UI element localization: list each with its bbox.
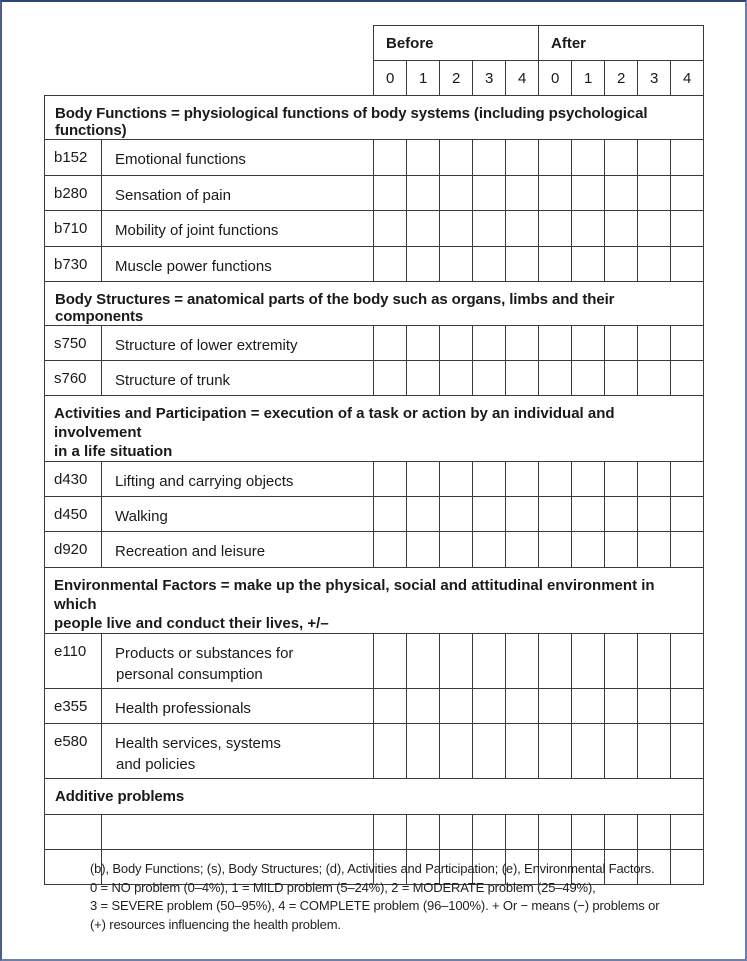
- score-cell[interactable]: [440, 361, 473, 396]
- score-cell[interactable]: [407, 724, 440, 779]
- score-cell[interactable]: [638, 724, 671, 779]
- score-cell[interactable]: [506, 211, 539, 247]
- table-row: [45, 724, 704, 779]
- score-cell[interactable]: [440, 176, 473, 211]
- score-cell[interactable]: [440, 326, 473, 361]
- score-cell[interactable]: [539, 532, 572, 568]
- score-cell[interactable]: [539, 176, 572, 211]
- score-header: 2: [605, 61, 638, 96]
- score-cell[interactable]: [473, 211, 506, 247]
- score-header: 0: [539, 61, 572, 96]
- score-cell[interactable]: [407, 497, 440, 532]
- score-header: 1: [407, 61, 440, 96]
- table-row: [45, 361, 704, 396]
- blank-corner: [45, 26, 374, 96]
- score-cell[interactable]: [671, 211, 704, 247]
- score-cell[interactable]: [374, 724, 407, 779]
- section-heading-row: [45, 282, 704, 326]
- score-cell[interactable]: [638, 326, 671, 361]
- score-header: 2: [440, 61, 473, 96]
- score-cell[interactable]: [506, 326, 539, 361]
- icf-label: Muscle power functions: [102, 247, 374, 282]
- score-cell[interactable]: [605, 724, 638, 779]
- score-cell[interactable]: [671, 176, 704, 211]
- icf-code-blank[interactable]: [45, 815, 102, 850]
- score-cell[interactable]: [407, 634, 440, 689]
- score-cell[interactable]: [572, 497, 605, 532]
- score-cell[interactable]: [440, 140, 473, 176]
- score-cell[interactable]: [506, 462, 539, 497]
- score-cell[interactable]: [374, 532, 407, 568]
- score-cell[interactable]: [572, 247, 605, 282]
- score-cell[interactable]: [506, 532, 539, 568]
- icf-code: b710: [45, 211, 102, 247]
- score-cell[interactable]: [473, 815, 506, 850]
- score-cell[interactable]: [506, 176, 539, 211]
- score-cell[interactable]: [572, 326, 605, 361]
- icf-label: Mobility of joint functions: [102, 211, 374, 247]
- icf-label-line: and policies: [116, 756, 196, 773]
- footnote-line: (+) resources influencing the health problem.: [90, 916, 341, 932]
- score-cell[interactable]: [671, 497, 704, 532]
- score-cell[interactable]: [407, 140, 440, 176]
- score-cell[interactable]: [374, 140, 407, 176]
- score-cell[interactable]: [473, 634, 506, 689]
- score-header: 1: [572, 61, 605, 96]
- score-cell[interactable]: [539, 497, 572, 532]
- icf-assessment-table: [44, 25, 704, 885]
- section-heading-environmental-factors: [45, 568, 704, 634]
- section-heading-line: Environmental Factors = make up the physical, social and attitudinal environment in which: [54, 577, 655, 613]
- section-heading-body-structures: Body Structures = anatomical parts of the body such as organs, limbs and their components: [45, 282, 704, 326]
- score-cell[interactable]: [440, 634, 473, 689]
- score-cell[interactable]: [440, 247, 473, 282]
- icf-label: Lifting and carrying objects: [102, 462, 374, 497]
- icf-label-blank[interactable]: [102, 815, 374, 850]
- score-cell[interactable]: [440, 462, 473, 497]
- section-heading-additive-problems: Additive problems: [45, 779, 704, 815]
- score-cell[interactable]: [671, 815, 704, 850]
- table-row: [45, 634, 704, 689]
- score-header: 3: [473, 61, 506, 96]
- section-heading-line: people live and conduct their lives, +/–: [54, 615, 329, 632]
- score-cell[interactable]: [473, 689, 506, 724]
- score-cell[interactable]: [671, 724, 704, 779]
- phase-after-header: After: [539, 26, 704, 61]
- score-cell[interactable]: [638, 462, 671, 497]
- score-cell[interactable]: [440, 497, 473, 532]
- score-cell[interactable]: [473, 326, 506, 361]
- section-heading-line: Activities and Participation = execution of a task or action by an individual and involvement: [54, 405, 615, 441]
- score-cell[interactable]: [374, 815, 407, 850]
- icf-code: s760: [45, 361, 102, 396]
- score-cell[interactable]: [506, 815, 539, 850]
- score-cell[interactable]: [440, 689, 473, 724]
- score-cell[interactable]: [539, 140, 572, 176]
- score-cell[interactable]: [671, 361, 704, 396]
- section-heading-row: [45, 396, 704, 462]
- score-cell[interactable]: [374, 497, 407, 532]
- score-cell[interactable]: [473, 247, 506, 282]
- score-cell[interactable]: [638, 815, 671, 850]
- score-cell[interactable]: [671, 140, 704, 176]
- score-cell[interactable]: [506, 497, 539, 532]
- score-cell[interactable]: [407, 462, 440, 497]
- icf-code: b730: [45, 247, 102, 282]
- score-cell[interactable]: [374, 361, 407, 396]
- score-cell[interactable]: [605, 634, 638, 689]
- icf-label: Emotional functions: [102, 140, 374, 176]
- icf-code: d430: [45, 462, 102, 497]
- table-row: [45, 247, 704, 282]
- score-cell[interactable]: [506, 361, 539, 396]
- score-cell[interactable]: [506, 689, 539, 724]
- score-cell[interactable]: [374, 634, 407, 689]
- score-cell[interactable]: [440, 815, 473, 850]
- score-cell[interactable]: [539, 462, 572, 497]
- score-cell[interactable]: [374, 211, 407, 247]
- score-cell[interactable]: [407, 689, 440, 724]
- section-heading-row: [45, 779, 704, 815]
- icf-label: Walking: [102, 497, 374, 532]
- section-heading-activities-participation: [45, 396, 704, 462]
- score-cell[interactable]: [638, 634, 671, 689]
- table-row: [45, 140, 704, 176]
- score-cell[interactable]: [440, 211, 473, 247]
- score-cell[interactable]: [506, 634, 539, 689]
- score-cell[interactable]: [539, 724, 572, 779]
- score-cell[interactable]: [539, 211, 572, 247]
- score-cell[interactable]: [473, 497, 506, 532]
- score-cell[interactable]: [473, 462, 506, 497]
- footnote-line: 0 = NO problem (0–4%), 1 = MILD problem (5–24%), 2 = MODERATE problem (25–49%),: [90, 879, 596, 895]
- score-cell[interactable]: [638, 140, 671, 176]
- score-cell[interactable]: [605, 140, 638, 176]
- table-row: [45, 462, 704, 497]
- score-cell[interactable]: [506, 140, 539, 176]
- score-cell[interactable]: [539, 361, 572, 396]
- score-cell[interactable]: [374, 326, 407, 361]
- icf-code: b152: [45, 140, 102, 176]
- section-heading-body-functions: Body Functions = physiological functions of body systems (including psychological functions): [45, 96, 704, 140]
- score-cell[interactable]: [671, 532, 704, 568]
- score-cell[interactable]: [605, 815, 638, 850]
- score-cell[interactable]: [572, 815, 605, 850]
- score-cell[interactable]: [539, 815, 572, 850]
- score-cell[interactable]: [473, 532, 506, 568]
- score-cell[interactable]: [539, 326, 572, 361]
- footnote: [90, 860, 690, 934]
- phase-header-row: [45, 26, 704, 61]
- score-cell[interactable]: [572, 462, 605, 497]
- section-heading-line: in a life situation: [54, 443, 173, 460]
- icf-code: d450: [45, 497, 102, 532]
- section-heading-row: [45, 96, 704, 140]
- score-cell[interactable]: [605, 176, 638, 211]
- score-cell[interactable]: [473, 140, 506, 176]
- score-cell[interactable]: [605, 532, 638, 568]
- score-cell[interactable]: [671, 634, 704, 689]
- score-cell[interactable]: [440, 724, 473, 779]
- score-cell[interactable]: [638, 532, 671, 568]
- score-cell[interactable]: [671, 462, 704, 497]
- score-cell[interactable]: [374, 247, 407, 282]
- score-cell[interactable]: [374, 176, 407, 211]
- score-cell[interactable]: [638, 247, 671, 282]
- table-row-blank: [45, 815, 704, 850]
- icf-code: s750: [45, 326, 102, 361]
- icf-code: b280: [45, 176, 102, 211]
- table-row: [45, 497, 704, 532]
- score-cell[interactable]: [473, 176, 506, 211]
- icf-code: d920: [45, 532, 102, 568]
- table-row: [45, 211, 704, 247]
- icf-label-line: Health services, systems: [115, 735, 281, 752]
- score-cell[interactable]: [506, 247, 539, 282]
- score-cell[interactable]: [605, 211, 638, 247]
- icf-label: [102, 634, 374, 689]
- score-cell[interactable]: [572, 211, 605, 247]
- icf-code: e355: [45, 689, 102, 724]
- score-cell[interactable]: [572, 140, 605, 176]
- score-cell[interactable]: [407, 532, 440, 568]
- score-cell[interactable]: [572, 689, 605, 724]
- score-cell[interactable]: [605, 497, 638, 532]
- score-header: 4: [506, 61, 539, 96]
- score-cell[interactable]: [572, 634, 605, 689]
- icf-code: e580: [45, 724, 102, 779]
- icf-label: Structure of lower extremity: [102, 326, 374, 361]
- score-header: 3: [638, 61, 671, 96]
- table-row: [45, 689, 704, 724]
- table-row: [45, 176, 704, 211]
- score-cell[interactable]: [539, 634, 572, 689]
- score-cell[interactable]: [605, 689, 638, 724]
- score-cell[interactable]: [572, 176, 605, 211]
- section-heading-row: [45, 568, 704, 634]
- footnote-line: (b), Body Functions; (s), Body Structures; (d), Activities and Participation; (e), Environmental Factors.: [90, 861, 655, 876]
- score-cell[interactable]: [374, 462, 407, 497]
- icf-label: Recreation and leisure: [102, 532, 374, 568]
- footnote-line: 3 = SEVERE problem (50–95%), 4 = COMPLETE problem (96–100%). + Or − means (−) problems or: [90, 898, 660, 913]
- score-cell[interactable]: [473, 361, 506, 396]
- score-cell[interactable]: [572, 724, 605, 779]
- icf-label: Structure of trunk: [102, 361, 374, 396]
- score-cell[interactable]: [539, 247, 572, 282]
- score-cell[interactable]: [572, 361, 605, 396]
- score-cell[interactable]: [506, 724, 539, 779]
- icf-label: [102, 724, 374, 779]
- icf-label-line: personal consumption: [116, 666, 263, 683]
- phase-before-header: Before: [374, 26, 539, 61]
- score-cell[interactable]: [638, 361, 671, 396]
- score-cell[interactable]: [605, 247, 638, 282]
- score-cell[interactable]: [440, 532, 473, 568]
- score-cell[interactable]: [407, 361, 440, 396]
- table-row: [45, 532, 704, 568]
- score-header: 4: [671, 61, 704, 96]
- icf-code: e110: [45, 634, 102, 689]
- score-cell[interactable]: [605, 326, 638, 361]
- score-cell[interactable]: [407, 176, 440, 211]
- table-row: [45, 326, 704, 361]
- score-cell[interactable]: [473, 724, 506, 779]
- icf-label-line: Products or substances for: [115, 645, 294, 662]
- score-cell[interactable]: [638, 497, 671, 532]
- icf-label: Sensation of pain: [102, 176, 374, 211]
- score-header: 0: [374, 61, 407, 96]
- score-cell[interactable]: [638, 176, 671, 211]
- score-cell[interactable]: [407, 247, 440, 282]
- score-cell[interactable]: [638, 689, 671, 724]
- score-cell[interactable]: [374, 689, 407, 724]
- score-cell[interactable]: [638, 211, 671, 247]
- score-cell[interactable]: [572, 532, 605, 568]
- score-cell[interactable]: [671, 247, 704, 282]
- score-cell[interactable]: [539, 689, 572, 724]
- score-cell[interactable]: [407, 211, 440, 247]
- score-cell[interactable]: [407, 815, 440, 850]
- score-cell[interactable]: [671, 326, 704, 361]
- score-cell[interactable]: [605, 462, 638, 497]
- score-cell[interactable]: [407, 326, 440, 361]
- icf-label: Health professionals: [102, 689, 374, 724]
- score-cell[interactable]: [671, 689, 704, 724]
- score-cell[interactable]: [605, 361, 638, 396]
